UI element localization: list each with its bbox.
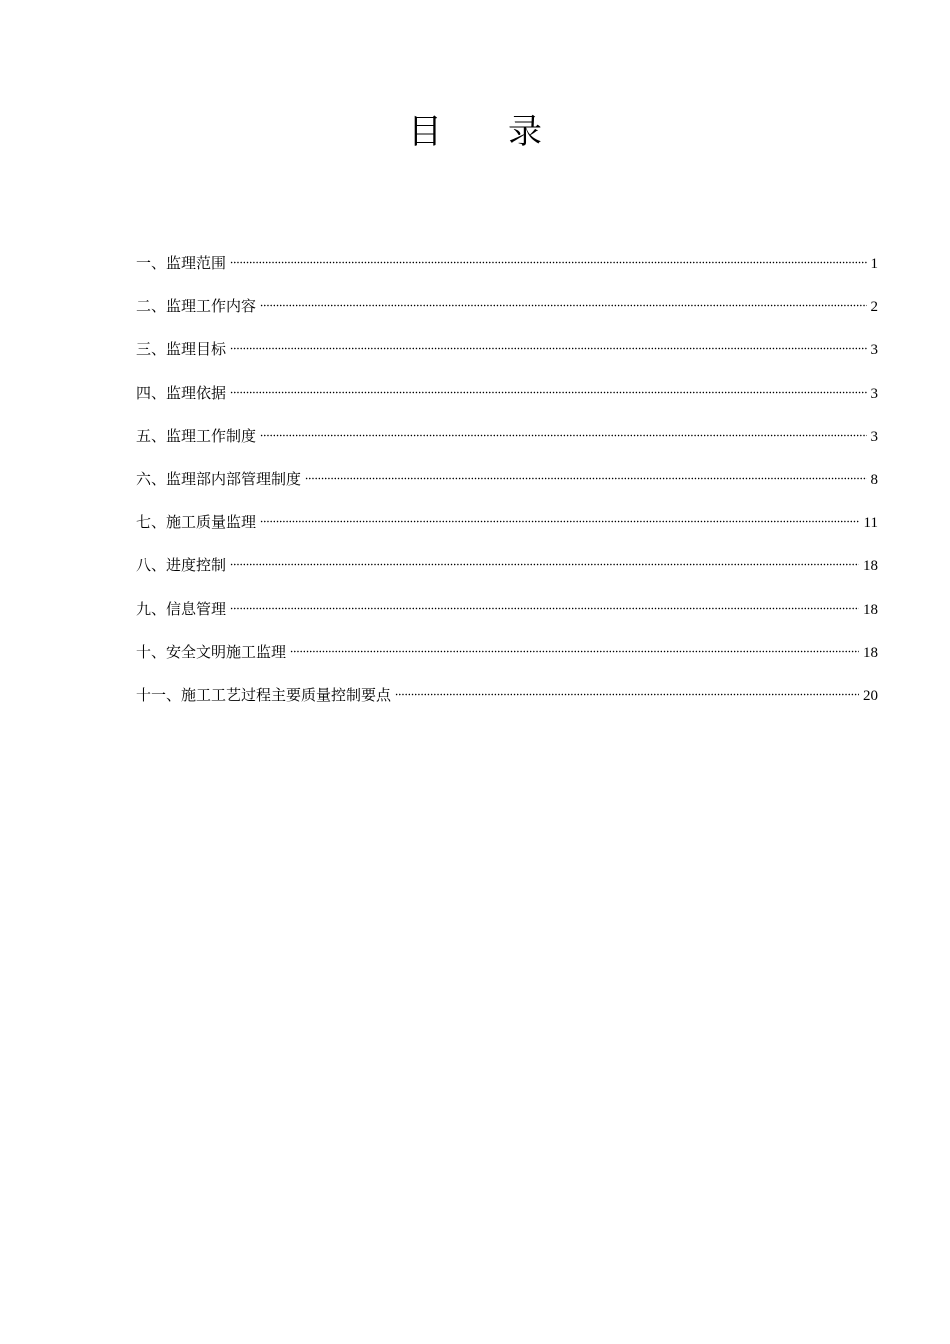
toc-entry[interactable] xyxy=(136,631,878,674)
toc-dot-leader xyxy=(230,242,866,268)
toc-list xyxy=(136,242,878,717)
toc-entry[interactable] xyxy=(136,372,878,415)
toc-dot-leader xyxy=(260,285,866,311)
toc-entry-label: 三、监理目标 xyxy=(136,340,227,359)
toc-entry-page: 20 xyxy=(863,687,878,704)
toc-dot-leader xyxy=(305,458,866,484)
toc-entry-page: 18 xyxy=(863,644,878,661)
toc-entry-page: 2 xyxy=(870,299,878,316)
toc-entry-label: 六、监理部内部管理制度 xyxy=(136,469,302,488)
toc-entry[interactable] xyxy=(136,285,878,328)
toc-dot-leader xyxy=(260,415,866,441)
toc-entry-label: 五、监理工作制度 xyxy=(136,426,257,445)
toc-dot-leader xyxy=(290,631,859,657)
toc-title xyxy=(0,108,950,156)
toc-dot-leader xyxy=(395,674,859,700)
toc-entry[interactable] xyxy=(136,328,878,371)
toc-dot-leader xyxy=(260,501,860,527)
toc-entry-page: 3 xyxy=(870,342,878,359)
toc-dot-leader xyxy=(230,588,859,614)
toc-entry[interactable] xyxy=(136,588,878,631)
toc-entry[interactable] xyxy=(136,501,878,544)
toc-entry-label: 九、信息管理 xyxy=(136,599,227,618)
toc-entry[interactable] xyxy=(136,458,878,501)
toc-entry-label: 七、施工质量监理 xyxy=(136,513,257,532)
toc-title-char-2: 录 xyxy=(508,112,542,152)
toc-entry-label: 四、监理依据 xyxy=(136,383,227,402)
toc-entry[interactable] xyxy=(136,242,878,285)
toc-dot-leader xyxy=(230,544,859,570)
toc-entry-page: 18 xyxy=(863,558,878,575)
toc-entry-label: 八、进度控制 xyxy=(136,556,227,575)
toc-entry-page: 8 xyxy=(870,471,878,488)
toc-entry-label: 十一、施工工艺过程主要质量控制要点 xyxy=(136,685,392,704)
toc-entry-label: 一、监理范围 xyxy=(136,254,227,272)
toc-entry[interactable] xyxy=(136,544,878,587)
toc-entry-page: 1 xyxy=(870,256,878,272)
toc-entry[interactable] xyxy=(136,415,878,458)
toc-dot-leader xyxy=(230,372,866,398)
toc-entry-page: 11 xyxy=(863,515,878,532)
toc-entry-label: 十、安全文明施工监理 xyxy=(136,642,287,661)
toc-title-char-1: 目 xyxy=(408,112,442,152)
toc-entry-label: 二、监理工作内容 xyxy=(136,297,257,316)
toc-entry-page: 3 xyxy=(870,428,878,445)
toc-entry-page: 18 xyxy=(863,601,878,618)
toc-entry[interactable] xyxy=(136,674,878,717)
toc-entry-page: 3 xyxy=(870,385,878,402)
toc-dot-leader xyxy=(230,328,866,354)
